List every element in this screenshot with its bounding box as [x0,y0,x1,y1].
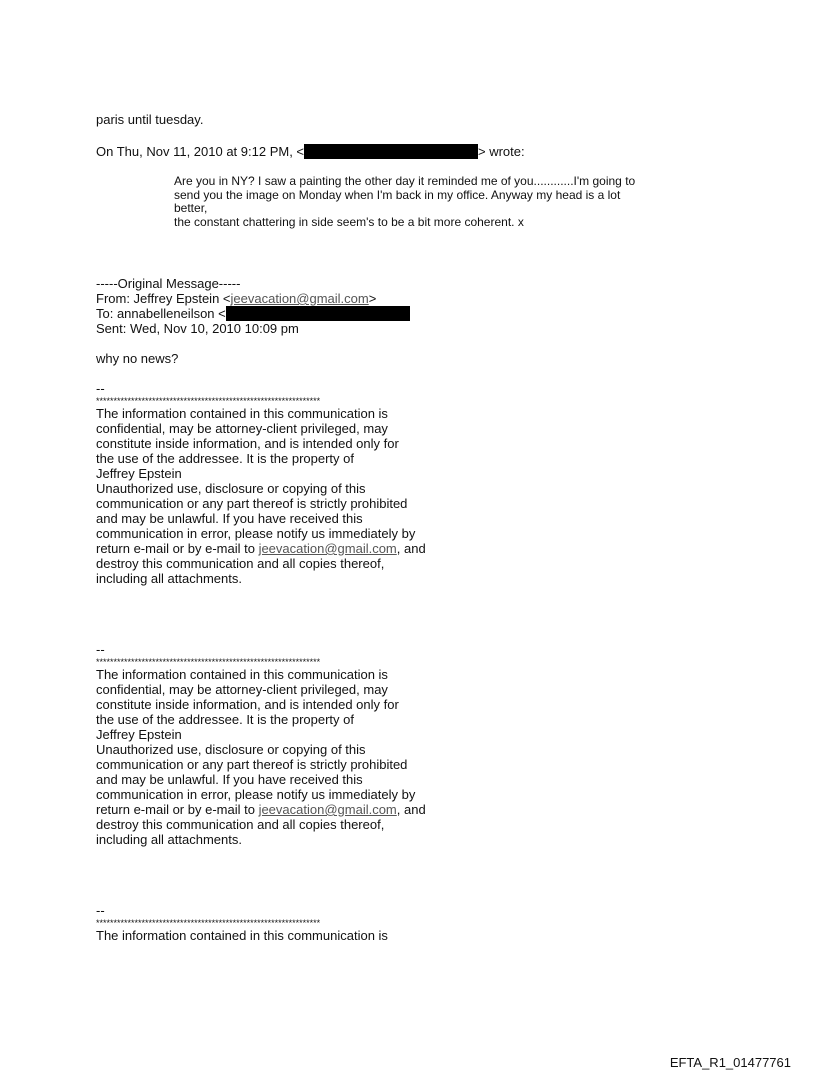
disclaimer-line: Unauthorized use, disclosure or copying of this [96,742,366,757]
disclaimer-line: the use of the addressee. It is the property of [96,451,354,466]
separator: -- [96,903,105,918]
from-suffix: > [368,291,377,306]
quoted-line: the constant chattering in side seem's to be a bit more coherent. x [174,214,524,229]
quoted-line: better, [174,201,208,215]
disclaimer-line: confidential, may be attorney-client privileged, may [96,682,388,697]
disclaimer-line: Jeffrey Epstein [96,466,182,481]
quoted-message [174,175,674,229]
message-body: why no news? [96,351,179,366]
disclaimer-block [96,903,388,943]
disclaimer-email-link[interactable]: jeevacation@gmail.com [258,802,397,817]
quoted-line: send you the image on Monday when I'm back in my office. Anyway my head is a lot [174,187,621,202]
disclaimer-line: constitute inside information, and is intended only for [96,697,399,712]
disclaimer-block [96,381,426,586]
reply-header [96,144,525,159]
disclaimer-line: communication or any part thereof is strictly prohibited [96,496,408,511]
disclaimer-line: destroy this communication and all copies thereof, [96,556,385,571]
disclaimer-line: and may be unlawful. If you have received this [96,511,363,526]
reply-header-suffix: > wrote: [478,144,525,159]
disclaimer-line: The information contained in this communication is [96,928,388,943]
document-id-footer: EFTA_R1_01477761 [669,1055,791,1070]
disclaimer-line: communication or any part thereof is strictly prohibited [96,757,408,772]
disclaimer-line: communication in error, please notify us immediately by [96,787,416,802]
disclaimer-line: constitute inside information, and is intended only for [96,436,399,451]
reply-header-prefix: On Thu, Nov 11, 2010 at 9:12 PM, < [96,144,305,159]
redaction-bar [304,144,478,159]
quoted-line: Are you in NY? I saw a painting the other day it reminded me of you............I'm going to [174,174,636,188]
disclaimer-return-line: return e-mail or by e-mail to jeevacation@gmail.com, and [96,541,426,556]
intro-line: paris until tuesday. [96,112,204,127]
disclaimer-line: communication in error, please notify us immediately by [96,526,416,541]
from-email-link[interactable]: jeevacation@gmail.com [230,291,369,306]
disclaimer-block [96,642,426,847]
disclaimer-line: The information contained in this communication is [96,667,388,682]
disclaimer-line: confidential, may be attorney-client privileged, may [96,421,388,436]
star-divider: **************************************************************** [96,396,321,406]
separator: -- [96,642,105,657]
star-divider: **************************************************************** [96,657,321,667]
disclaimer-line: the use of the addressee. It is the property of [96,712,354,727]
disclaimer-return-line: return e-mail or by e-mail to jeevacation@gmail.com, and [96,802,426,817]
to-prefix: To: annabelleneilson < [96,306,226,321]
from-line [96,291,376,306]
disclaimer-line: The information contained in this communication is [96,406,388,421]
disclaimer-line: Jeffrey Epstein [96,727,182,742]
disclaimer-line: including all attachments. [96,832,242,847]
disclaimer-line: including all attachments. [96,571,242,586]
disclaimer-line: Unauthorized use, disclosure or copying of this [96,481,366,496]
disclaimer-email-link[interactable]: jeevacation@gmail.com [258,541,397,556]
disclaimer-line: destroy this communication and all copies thereof, [96,817,385,832]
sent-line: Sent: Wed, Nov 10, 2010 10:09 pm [96,321,299,336]
from-prefix: From: Jeffrey Epstein < [96,291,231,306]
original-message-marker: -----Original Message----- [96,276,241,291]
star-divider: **************************************************************** [96,918,321,928]
redaction-bar [226,306,410,321]
to-line [96,306,410,321]
disclaimer-line: and may be unlawful. If you have received this [96,772,363,787]
separator: -- [96,381,105,396]
